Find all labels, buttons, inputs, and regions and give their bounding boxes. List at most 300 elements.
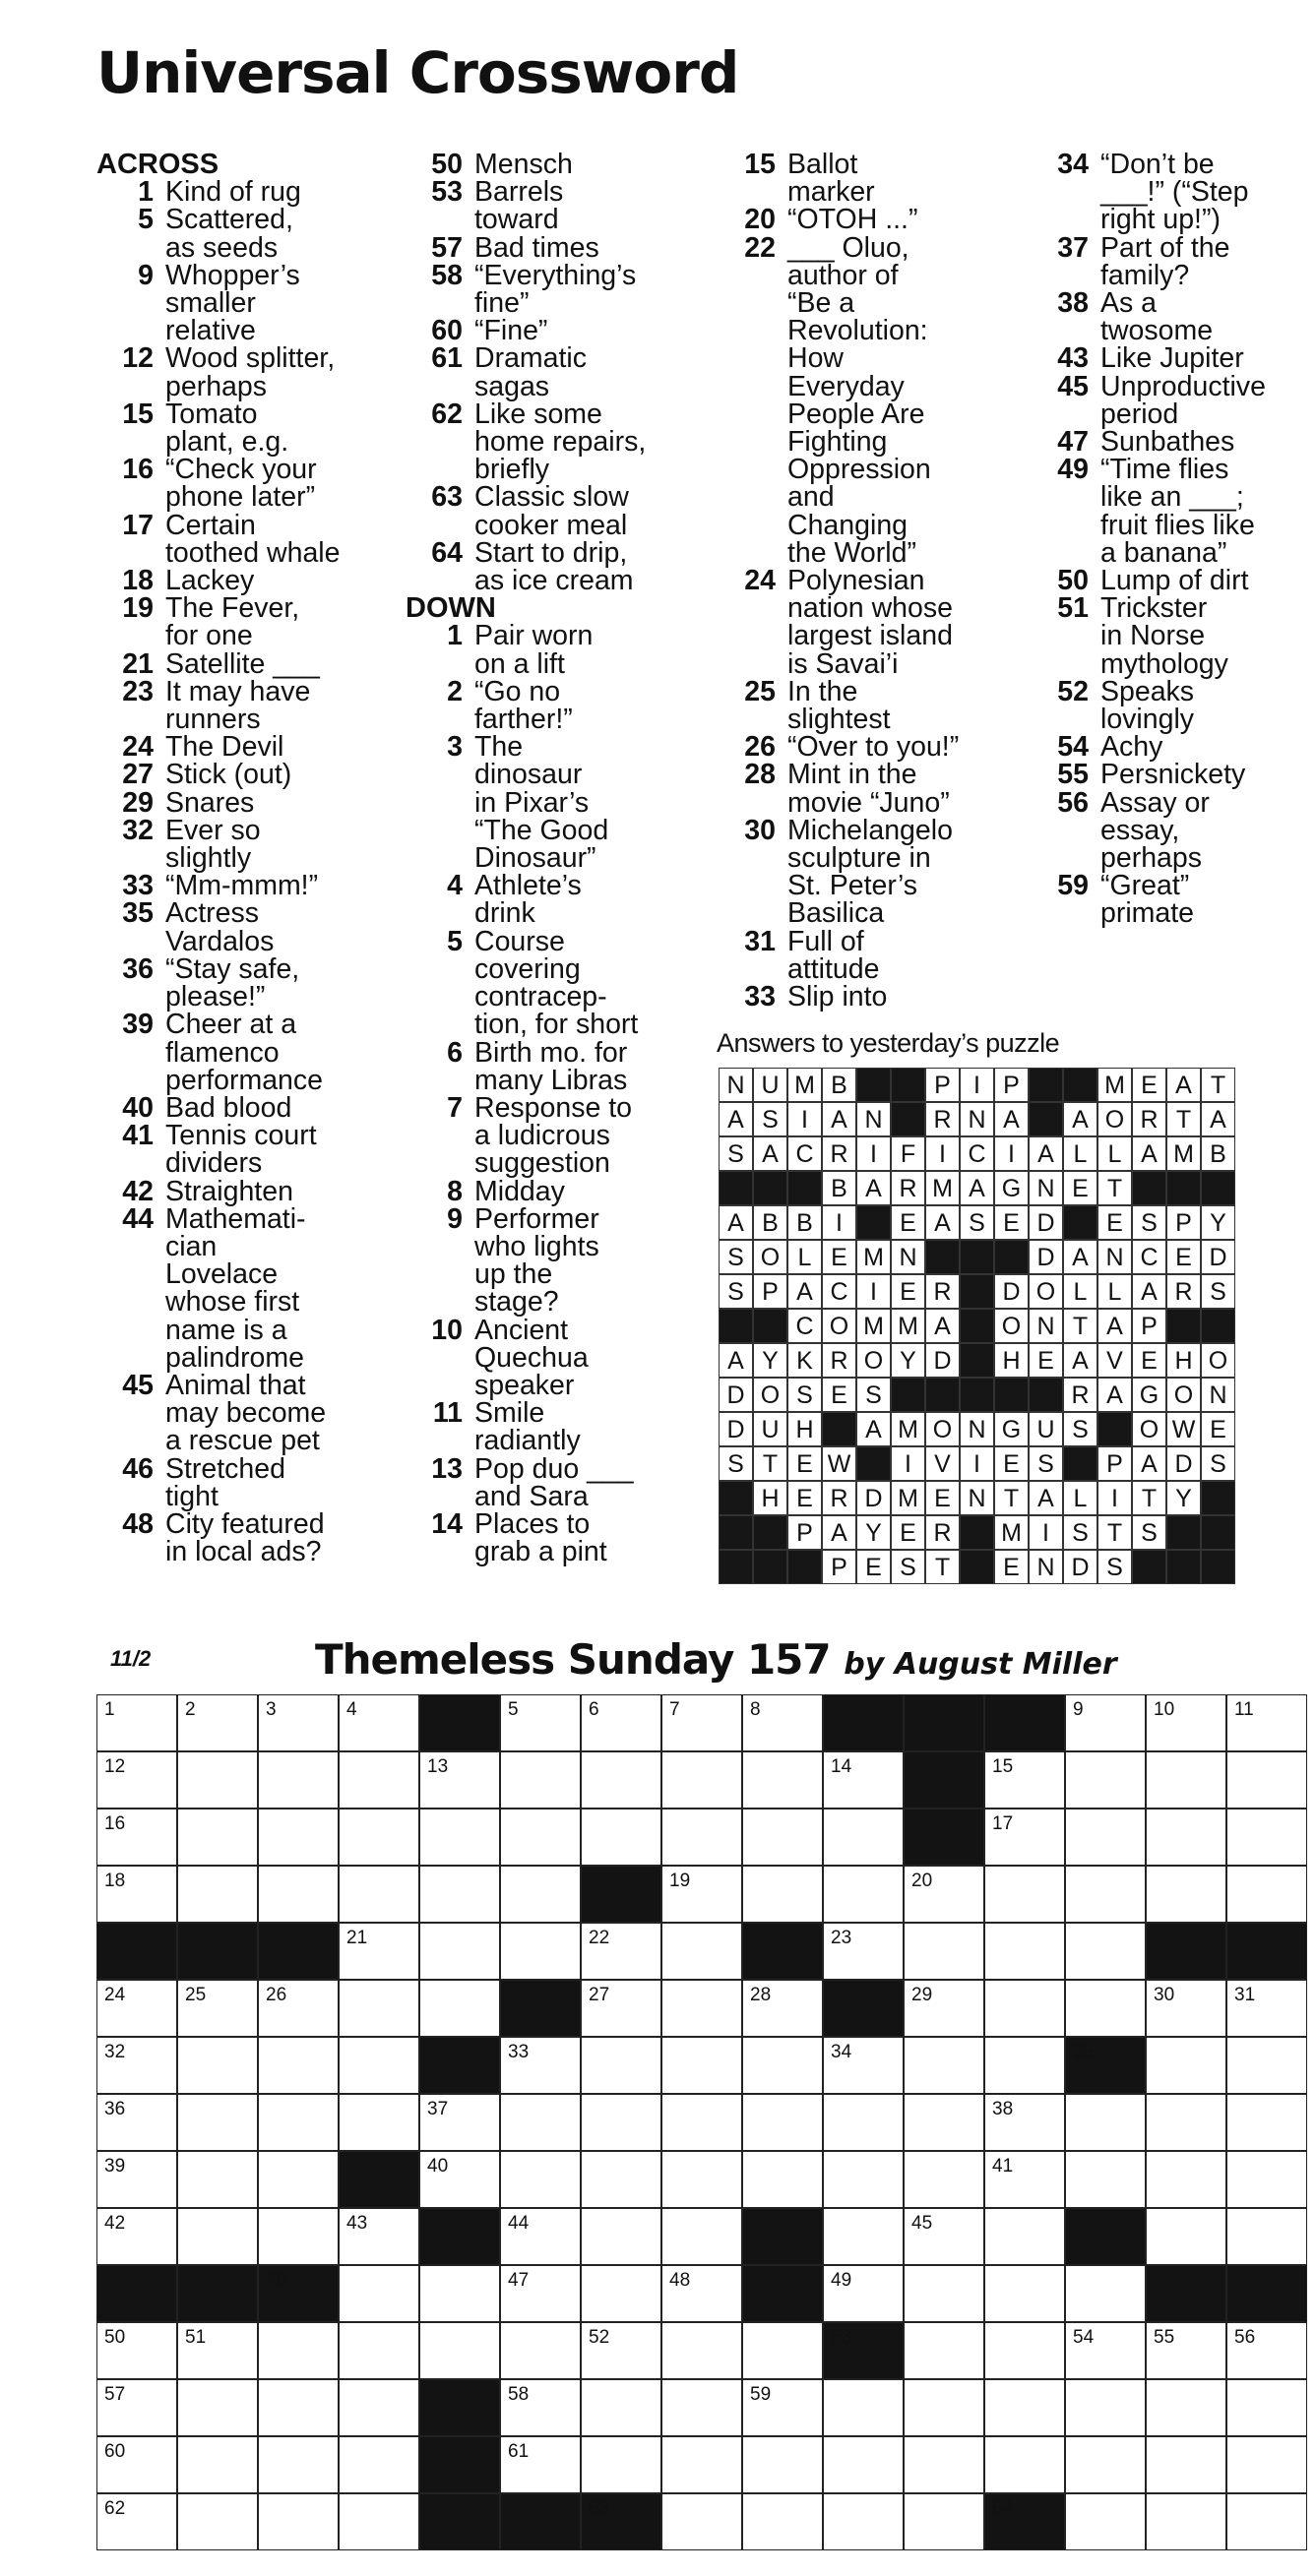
grid-cell[interactable] — [258, 1694, 339, 1751]
grid-cell[interactable] — [1146, 2322, 1226, 2379]
clue-number: 15 — [122, 398, 154, 430]
grid-cell[interactable] — [742, 1980, 823, 2037]
grid-cell[interactable] — [823, 2265, 904, 2322]
grid-cell[interactable] — [661, 2493, 742, 2550]
answer-block — [1166, 1515, 1201, 1550]
grid-cell[interactable] — [96, 2493, 177, 2550]
grid-cell[interactable] — [1065, 1980, 1146, 2037]
answer-cell: R — [1063, 1378, 1097, 1412]
grid-cell[interactable] — [177, 1751, 258, 1809]
grid-cell[interactable] — [500, 2208, 581, 2265]
grid-cell[interactable] — [500, 2436, 581, 2493]
clue-number: 10 — [431, 1314, 463, 1346]
grid-cell[interactable] — [1065, 2151, 1146, 2208]
grid-cell[interactable] — [258, 2094, 339, 2151]
grid-cell[interactable] — [823, 2493, 904, 2550]
grid-cell[interactable] — [581, 2037, 661, 2094]
grid-cell[interactable] — [339, 1980, 419, 2037]
grid-cell[interactable] — [339, 2436, 419, 2493]
grid-cell[interactable] — [500, 2379, 581, 2436]
grid-cell[interactable] — [177, 2436, 258, 2493]
answer-cell: G — [994, 1171, 1029, 1205]
grid-cell[interactable] — [96, 1694, 177, 1751]
grid-cell[interactable] — [339, 1751, 419, 1809]
answer-block — [1201, 1550, 1235, 1584]
grid-cell[interactable] — [823, 1809, 904, 1866]
clue-number: 35 — [122, 897, 154, 930]
clue — [1032, 594, 1316, 678]
grid-cell[interactable] — [661, 1980, 742, 2037]
grid-cell[interactable] — [1146, 2094, 1226, 2151]
clue — [96, 1175, 397, 1207]
cell-number: 27 — [589, 1985, 610, 2005]
grid-cell[interactable] — [823, 2379, 904, 2436]
grid-cell[interactable] — [177, 2094, 258, 2151]
answer-cell: E — [994, 1446, 1029, 1481]
answer-block — [1201, 1309, 1235, 1343]
grid-cell[interactable] — [500, 1923, 581, 1980]
grid-cell[interactable] — [177, 1694, 258, 1751]
answer-cell: B — [787, 1205, 822, 1240]
clue-number: 7 — [447, 1091, 463, 1124]
grid-cell[interactable] — [984, 1923, 1065, 1980]
grid-cell[interactable] — [742, 1751, 823, 1809]
clue-text: Actress Vardalos — [165, 897, 275, 957]
clue-number: 64 — [431, 536, 463, 569]
grid-cell[interactable] — [1226, 1866, 1307, 1923]
grid-cell[interactable] — [339, 2037, 419, 2094]
grid-cell[interactable] — [96, 1751, 177, 1809]
answer-cell: E — [787, 1481, 822, 1515]
grid-cell[interactable] — [500, 2037, 581, 2094]
clue-number: 15 — [744, 149, 776, 180]
clue-number: 21 — [122, 647, 154, 680]
grid-cell[interactable] — [1146, 2151, 1226, 2208]
clue — [406, 315, 706, 347]
grid-cell[interactable] — [984, 2379, 1065, 2436]
grid-cell[interactable] — [177, 1866, 258, 1923]
clue-number: 13 — [431, 1452, 463, 1485]
answer-cell: N — [960, 1481, 994, 1515]
grid-cell[interactable] — [500, 2094, 581, 2151]
clue — [1032, 287, 1316, 347]
grid-cell[interactable] — [339, 1866, 419, 1923]
grid-cell[interactable] — [419, 1866, 500, 1923]
grid-cell[interactable] — [500, 1809, 581, 1866]
grid-cell[interactable] — [177, 2493, 258, 2550]
grid-cell[interactable] — [904, 2094, 984, 2151]
clue-text: Ballot marker — [787, 149, 875, 209]
grid-cell[interactable] — [823, 2037, 904, 2094]
grid-cell[interactable] — [661, 1694, 742, 1751]
clue — [406, 1452, 706, 1512]
grid-cell[interactable] — [1226, 2436, 1307, 2493]
grid-cell[interactable] — [984, 2094, 1065, 2151]
answer-cell: D — [1201, 1240, 1235, 1274]
grid-cell[interactable] — [1146, 1866, 1226, 1923]
grid-cell[interactable] — [904, 2265, 984, 2322]
grid-cell[interactable] — [339, 2094, 419, 2151]
grid-cell[interactable] — [258, 1980, 339, 2037]
cell-number: 26 — [266, 1985, 287, 2005]
grid-cell[interactable] — [984, 2037, 1065, 2094]
grid-cell[interactable] — [96, 2322, 177, 2379]
grid-cell[interactable] — [258, 1809, 339, 1866]
cell-number: 33 — [508, 2042, 530, 2062]
grid-cell[interactable] — [339, 2379, 419, 2436]
grid-cell[interactable] — [1065, 2322, 1146, 2379]
clue-number: 39 — [122, 1009, 154, 1041]
answer-block — [1201, 1481, 1235, 1515]
clue-text: Certain toothed whale — [165, 509, 341, 569]
answer-block — [1029, 1068, 1063, 1102]
clue — [406, 620, 706, 680]
grid-cell[interactable] — [419, 1980, 500, 2037]
answer-block — [1166, 1309, 1201, 1343]
grid-cell[interactable] — [742, 2322, 823, 2379]
grid-cell[interactable] — [984, 1866, 1065, 1923]
clue-number: 26 — [744, 731, 776, 764]
grid-cell[interactable] — [1065, 2094, 1146, 2151]
grid-cell[interactable] — [581, 2379, 661, 2436]
grid-cell[interactable] — [742, 2094, 823, 2151]
grid-cell[interactable] — [904, 2151, 984, 2208]
grid-cell[interactable] — [823, 2208, 904, 2265]
cell-number: 51 — [185, 2327, 207, 2348]
answer-cell: D — [856, 1481, 891, 1515]
clue-text: Tomato plant, e.g. — [165, 398, 289, 459]
answer-cell: S — [891, 1550, 925, 1584]
grid-cell[interactable] — [339, 2322, 419, 2379]
grid-cell[interactable] — [984, 1751, 1065, 1809]
clue-number: 46 — [122, 1452, 154, 1485]
answer-cell: H — [753, 1481, 787, 1515]
clue-number: 20 — [744, 204, 776, 236]
grid-cell[interactable] — [742, 2493, 823, 2550]
grid-cell[interactable] — [742, 1809, 823, 1866]
answer-cell: T — [1132, 1481, 1166, 1515]
answer-cell: O — [1201, 1343, 1235, 1378]
grid-cell[interactable] — [177, 2379, 258, 2436]
grid-cell[interactable] — [581, 1809, 661, 1866]
grid-block — [419, 2208, 500, 2265]
grid-cell[interactable] — [96, 2208, 177, 2265]
grid-cell[interactable] — [1226, 2379, 1307, 2436]
grid-cell[interactable] — [339, 1694, 419, 1751]
grid-cell[interactable] — [742, 2151, 823, 2208]
grid-cell[interactable] — [1146, 2493, 1226, 2550]
grid-cell[interactable] — [500, 2322, 581, 2379]
clue-number: 62 — [431, 398, 463, 430]
grid-cell[interactable] — [1146, 1694, 1226, 1751]
clue-number: 17 — [122, 509, 154, 541]
grid-cell[interactable] — [823, 2094, 904, 2151]
answer-cell: R — [1132, 1102, 1166, 1136]
clue — [96, 731, 397, 764]
grid-cell[interactable] — [742, 1694, 823, 1751]
grid-cell[interactable] — [419, 2322, 500, 2379]
grid-cell[interactable] — [1226, 1751, 1307, 1809]
grid-cell[interactable] — [661, 2322, 742, 2379]
cell-number: 18 — [104, 1871, 126, 1891]
grid-cell[interactable] — [742, 2379, 823, 2436]
answer-cell: I — [822, 1205, 856, 1240]
grid-cell[interactable] — [1065, 1809, 1146, 1866]
grid-cell[interactable] — [984, 2322, 1065, 2379]
grid-cell[interactable] — [1146, 1980, 1226, 2037]
grid-cell[interactable] — [984, 1809, 1065, 1866]
grid-cell[interactable] — [904, 2379, 984, 2436]
clue-text: Ever so slightly — [165, 814, 261, 875]
clue-text: Stick (out) — [165, 759, 292, 791]
grid-cell[interactable] — [258, 2493, 339, 2550]
grid-cell[interactable] — [823, 2151, 904, 2208]
grid-cell[interactable] — [177, 2322, 258, 2379]
grid-cell[interactable] — [500, 2151, 581, 2208]
clue-number: 19 — [122, 592, 154, 625]
grid-cell[interactable] — [1226, 2151, 1307, 2208]
grid-cell[interactable] — [1226, 1980, 1307, 2037]
grid-cell[interactable] — [258, 2151, 339, 2208]
grid-cell[interactable] — [661, 2436, 742, 2493]
grid-cell[interactable] — [661, 1923, 742, 1980]
cell-number: 16 — [104, 1813, 126, 1834]
clue — [406, 1397, 706, 1457]
clue-text: Unproductive period — [1100, 370, 1266, 430]
grid-cell[interactable] — [904, 2208, 984, 2265]
answer-cell: S — [1097, 1550, 1132, 1584]
grid-cell[interactable] — [258, 2436, 339, 2493]
puzzle-title — [315, 1635, 1117, 1684]
grid-cell[interactable] — [1226, 2094, 1307, 2151]
grid-cell[interactable] — [419, 1751, 500, 1809]
clue-number: 45 — [1057, 370, 1089, 402]
grid-cell[interactable] — [1065, 2379, 1146, 2436]
answer-cell: C — [787, 1309, 822, 1343]
grid-cell[interactable] — [258, 2037, 339, 2094]
grid-cell[interactable] — [339, 2265, 419, 2322]
grid-cell[interactable] — [581, 2208, 661, 2265]
grid-cell[interactable] — [1065, 1751, 1146, 1809]
grid-cell[interactable] — [177, 1980, 258, 2037]
clue — [406, 731, 706, 875]
grid-cell[interactable] — [419, 2151, 500, 2208]
grid-cell[interactable] — [581, 1694, 661, 1751]
grid-cell[interactable] — [1065, 1866, 1146, 1923]
grid-cell[interactable] — [581, 2265, 661, 2322]
grid-cell[interactable] — [258, 1751, 339, 1809]
clue-text: Pop duo ___ and Sara — [474, 1452, 634, 1512]
grid-cell[interactable] — [581, 2436, 661, 2493]
grid-cell[interactable] — [823, 1751, 904, 1809]
grid-cell[interactable] — [581, 2094, 661, 2151]
answer-cell: N — [960, 1102, 994, 1136]
grid-cell[interactable] — [339, 2493, 419, 2550]
clue-text: Trickster in Norse mythology — [1100, 592, 1228, 680]
grid-block — [419, 2037, 500, 2094]
clue-number: 50 — [1057, 565, 1089, 597]
grid-cell[interactable] — [96, 2436, 177, 2493]
grid-cell[interactable] — [1146, 1751, 1226, 1809]
grid-cell[interactable] — [96, 2094, 177, 2151]
grid-cell[interactable] — [1226, 2322, 1307, 2379]
grid-cell[interactable] — [177, 2151, 258, 2208]
cell-number: 15 — [992, 1756, 1014, 1777]
cell-number: 21 — [346, 1928, 368, 1948]
grid-cell[interactable] — [984, 2151, 1065, 2208]
grid-cell[interactable] — [177, 1809, 258, 1866]
clue-text: Response to a ludicrous suggestion — [474, 1091, 633, 1180]
clue-number: 37 — [1057, 231, 1089, 264]
grid-cell[interactable] — [1065, 1694, 1146, 1751]
page-title: Universal Crossword — [96, 39, 739, 106]
grid-cell[interactable] — [904, 2322, 984, 2379]
grid-cell[interactable] — [96, 2151, 177, 2208]
grid-cell[interactable] — [904, 2436, 984, 2493]
answer-cell: E — [1201, 1412, 1235, 1446]
clue — [96, 1369, 397, 1457]
grid-cell[interactable] — [258, 2322, 339, 2379]
grid-cell[interactable] — [823, 2436, 904, 2493]
answer-block — [856, 1068, 891, 1102]
grid-cell[interactable] — [500, 1694, 581, 1751]
grid-cell[interactable] — [1065, 2265, 1146, 2322]
grid-cell[interactable] — [904, 2493, 984, 2550]
grid-cell[interactable] — [984, 1980, 1065, 2037]
grid-cell[interactable] — [258, 2208, 339, 2265]
grid-cell[interactable] — [96, 2379, 177, 2436]
answer-cell: T — [1063, 1309, 1097, 1343]
clue-text: Wood splitter, perhaps — [165, 342, 336, 402]
grid-cell[interactable] — [904, 1866, 984, 1923]
grid-cell[interactable] — [984, 2436, 1065, 2493]
grid-cell[interactable] — [904, 1923, 984, 1980]
cell-number: 37 — [427, 2099, 449, 2119]
grid-cell[interactable] — [419, 2265, 500, 2322]
answer-cell: P — [787, 1515, 822, 1550]
grid-cell[interactable] — [661, 2208, 742, 2265]
answer-cell: T — [1097, 1171, 1132, 1205]
grid-cell[interactable] — [1065, 1923, 1146, 1980]
grid-cell[interactable] — [1226, 2208, 1307, 2265]
clue-number: 23 — [122, 675, 154, 707]
grid-block — [1146, 1923, 1226, 1980]
clue — [1032, 675, 1316, 736]
answer-cell: M — [891, 1412, 925, 1446]
answer-cell: R — [925, 1515, 960, 1550]
grid-cell[interactable] — [96, 1980, 177, 2037]
clue-text: Performer who lights up the stage? — [474, 1202, 599, 1319]
grid-cell[interactable] — [742, 2436, 823, 2493]
grid-cell[interactable] — [581, 1980, 661, 2037]
answer-cell: A — [925, 1205, 960, 1240]
clue-number: 57 — [431, 231, 463, 264]
clue — [1032, 870, 1316, 930]
grid-cell[interactable] — [661, 2379, 742, 2436]
grid-cell[interactable] — [984, 2208, 1065, 2265]
answer-cell: R — [822, 1136, 856, 1171]
grid-cell[interactable] — [1146, 2037, 1226, 2094]
answer-cell: O — [1097, 1102, 1132, 1136]
grid-cell[interactable] — [581, 1923, 661, 1980]
grid-cell[interactable] — [419, 2094, 500, 2151]
grid-cell[interactable] — [661, 2265, 742, 2322]
answer-cell: H — [994, 1343, 1029, 1378]
puzzle-title-text: Themeless Sunday 157 — [315, 1635, 831, 1684]
grid-cell[interactable] — [96, 2037, 177, 2094]
grid-cell[interactable] — [1065, 2436, 1146, 2493]
grid-cell[interactable] — [661, 1809, 742, 1866]
grid-cell[interactable] — [500, 1751, 581, 1809]
grid-cell[interactable] — [904, 1980, 984, 2037]
grid-cell[interactable] — [258, 2379, 339, 2436]
answer-block — [1166, 1550, 1201, 1584]
answer-block — [856, 1446, 891, 1481]
clue-text: Mint in the movie “Juno” — [787, 759, 950, 819]
grid-cell[interactable] — [1226, 1809, 1307, 1866]
grid-cell[interactable] — [500, 2265, 581, 2322]
clue-number: 48 — [122, 1507, 154, 1540]
answer-cell: S — [787, 1378, 822, 1412]
grid-cell[interactable] — [500, 1866, 581, 1923]
clue — [1032, 786, 1316, 875]
grid-cell[interactable] — [1146, 2379, 1226, 2436]
grid-cell[interactable] — [1146, 2436, 1226, 2493]
grid-cell[interactable] — [419, 1809, 500, 1866]
grid-cell[interactable] — [661, 1866, 742, 1923]
grid-cell[interactable] — [661, 2037, 742, 2094]
grid-cell[interactable] — [661, 1751, 742, 1809]
grid-cell[interactable] — [419, 1923, 500, 1980]
grid-cell[interactable] — [581, 2151, 661, 2208]
answer-block — [753, 1309, 787, 1343]
clue — [96, 398, 397, 459]
grid-cell[interactable] — [177, 2208, 258, 2265]
grid-cell[interactable] — [984, 2265, 1065, 2322]
grid-cell[interactable] — [661, 2094, 742, 2151]
grid-cell[interactable] — [1146, 1809, 1226, 1866]
grid-cell[interactable] — [742, 2037, 823, 2094]
grid-cell[interactable] — [1065, 2493, 1146, 2550]
grid-cell[interactable] — [96, 1866, 177, 1923]
grid-cell[interactable] — [96, 1809, 177, 1866]
answer-cell: G — [1132, 1378, 1166, 1412]
grid-cell[interactable] — [1146, 2208, 1226, 2265]
grid-cell[interactable] — [177, 2037, 258, 2094]
clue-text: Kind of rug — [165, 176, 301, 209]
grid-cell[interactable] — [258, 1866, 339, 1923]
grid-cell[interactable] — [339, 1809, 419, 1866]
clue-text: Midday — [474, 1175, 565, 1207]
answer-block — [960, 1550, 994, 1584]
grid-cell[interactable] — [1226, 1694, 1307, 1751]
clue-text: Straighten — [165, 1175, 293, 1207]
grid-cell[interactable] — [1226, 2037, 1307, 2094]
grid-cell[interactable] — [339, 2208, 419, 2265]
grid-cell[interactable] — [823, 1923, 904, 1980]
grid-cell[interactable] — [742, 1866, 823, 1923]
grid-cell[interactable] — [581, 2322, 661, 2379]
grid-cell[interactable] — [1226, 2493, 1307, 2550]
grid-cell[interactable] — [581, 1751, 661, 1809]
answer-cell: A — [925, 1309, 960, 1343]
grid-cell[interactable] — [661, 2151, 742, 2208]
grid-cell[interactable] — [904, 2037, 984, 2094]
grid-cell[interactable] — [339, 1923, 419, 1980]
answer-cell: I — [1029, 1515, 1063, 1550]
grid-cell[interactable] — [823, 1866, 904, 1923]
answer-cell: R — [925, 1274, 960, 1309]
